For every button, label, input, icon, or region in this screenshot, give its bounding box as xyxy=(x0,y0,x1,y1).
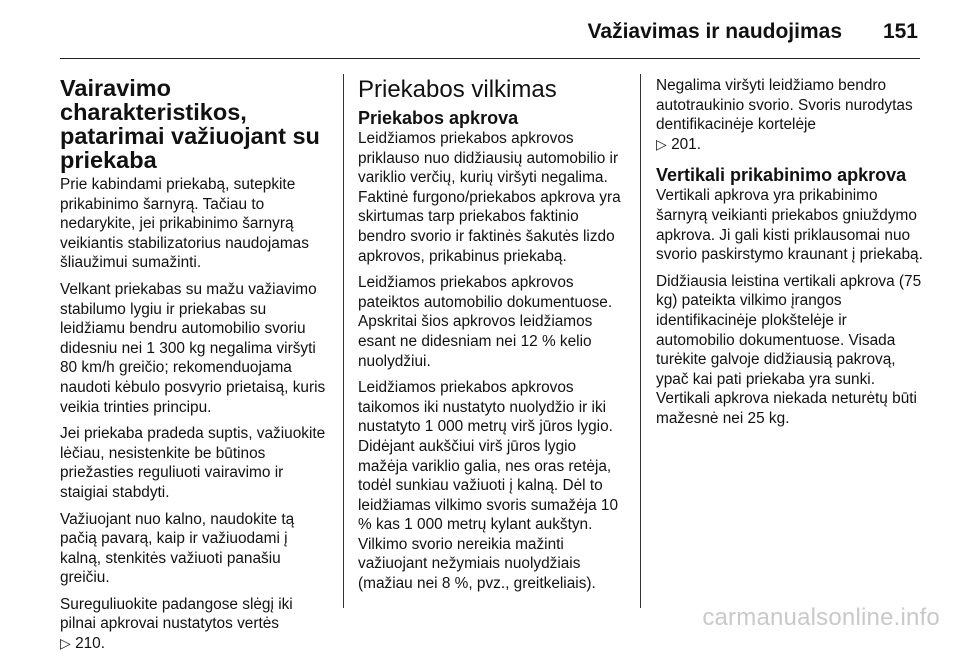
paragraph: Leidžiamos priekabos apkrovos pateiktos automobilio dokumentuose. Apskritai šios apkrovos leidžiamos esant ne didesniam nei 12 % kelio nuolydžiui. xyxy=(358,274,613,370)
trailer-load-subheading: Priekabos apkrova xyxy=(358,108,519,128)
column-2 xyxy=(358,76,628,601)
arrow-reference-icon: ▷ xyxy=(656,135,667,152)
driving-tips-heading: Vairavimo charakteristikos, patarimai važiuojant su priekaba xyxy=(60,75,320,173)
page-reference-link[interactable]: 210. xyxy=(75,635,106,653)
column-3 xyxy=(656,76,926,436)
paragraph: Vertikali apkrova yra prikabinimo šarnyrą veikianti priekabos gniuždymo apkrova. Ji gali kisti priklausomai nuo svorio paskirstymo kraunant į priekabą. xyxy=(656,187,923,264)
watermark-text: carmanualsonline.info xyxy=(702,604,940,631)
header-divider xyxy=(60,58,920,59)
paragraph: Velkant priekabas su mažu važiavimo stabilumo lygiu ir priekabas su leidžiamu bendru automobilio svoriu didesniu nei 1 300 kg negalima viršyti 80 km/h greičio; rekomenduojama naudoti kėbulo posvyrio prietaisą, kuris veikia trinties principu. xyxy=(60,280,326,416)
paragraph: Prie kabindami priekabą, sutepkite prikabinimo šarnyrą. Tačiau to nedarykite, jei prikabinimo šarnyrą veikiantis stabilizatorius naudojamas šliaužimui sumažinti. xyxy=(60,176,309,272)
vertical-load-subheading: Vertikali prikabinimo apkrova xyxy=(656,165,907,186)
paragraph-text: Negalima viršyti leidžiamo bendro autotraukinio svorio. Svoris nurodytas dentifikacinėje kortelėje xyxy=(656,77,913,134)
section-title: Važiavimas ir naudojimas xyxy=(587,20,842,43)
page-reference-link[interactable]: 201. xyxy=(671,135,702,153)
page-number: 151 xyxy=(882,20,918,43)
paragraph-with-reference xyxy=(60,595,330,654)
column-divider-2 xyxy=(640,74,641,608)
paragraph: Didžiausia leistina vertikali apkrova (75 kg) pateikta vilkimo įrangos identifikacinėje plokštelėje ir automobilio dokumentuose. Visada turėkite galvoje didžiausią pakrovą, ypač kai pati priekaba yra sunki. Vertikali apkrova niekada neturėtų būti mažesnė nei 25 kg. xyxy=(656,272,922,427)
towing-heading: Priekabos vilkimas xyxy=(358,76,557,103)
column-divider-1 xyxy=(343,74,344,608)
page-header xyxy=(0,0,960,58)
paragraph: Leidžiamos priekabos apkrovos taikomos iki nustatyto nuolydžio ir iki nustatyto 1 000 metrų virš jūros lygio. Didėjant aukščiui virš jūros lygio mažėja variklio galia, nes oras retėja, todėl sunkiau važiuoti į kalną. Dėl to leidžiamas vilkimo svoris sumažėja 10 % kas 1 000 metrų kylant aukštyn. Vilkimo svorio nereikia mažinti važiuojant nežymiais nuolydžiais (mažiau nei 8 %, pvz., greitkeliais). xyxy=(358,379,619,593)
paragraph: Leidžiamos priekabos apkrovos priklauso nuo didžiausių automobilio ir variklio verčių, kurių viršyti negalima. Faktinė furgono/priekabos apkrova yra skirtumas tarp priekabos faktinio bendro svorio ir faktinės šakutės lizdo apkrovos, prikabinus priekabą. xyxy=(358,130,621,265)
paragraph: Važiuojant nuo kalno, naudokite tą pačią pavarą, kaip ir važiuodami į kalną, stenkitės važiuoti panašiu greičiu. xyxy=(60,510,295,587)
paragraph: Jei priekaba pradeda suptis, važiuokite lėčiau, nesistenkite be būtinos priežasties reguliuoti vairavimo ir staigiai stabdyti. xyxy=(60,425,326,501)
column-1 xyxy=(60,76,330,661)
paragraph-text: Sureguliuokite padangose slėgį iki pilnai apkrovai nustatytos vertės xyxy=(60,595,293,633)
arrow-reference-icon: ▷ xyxy=(60,635,71,652)
paragraph-with-reference xyxy=(656,76,926,154)
